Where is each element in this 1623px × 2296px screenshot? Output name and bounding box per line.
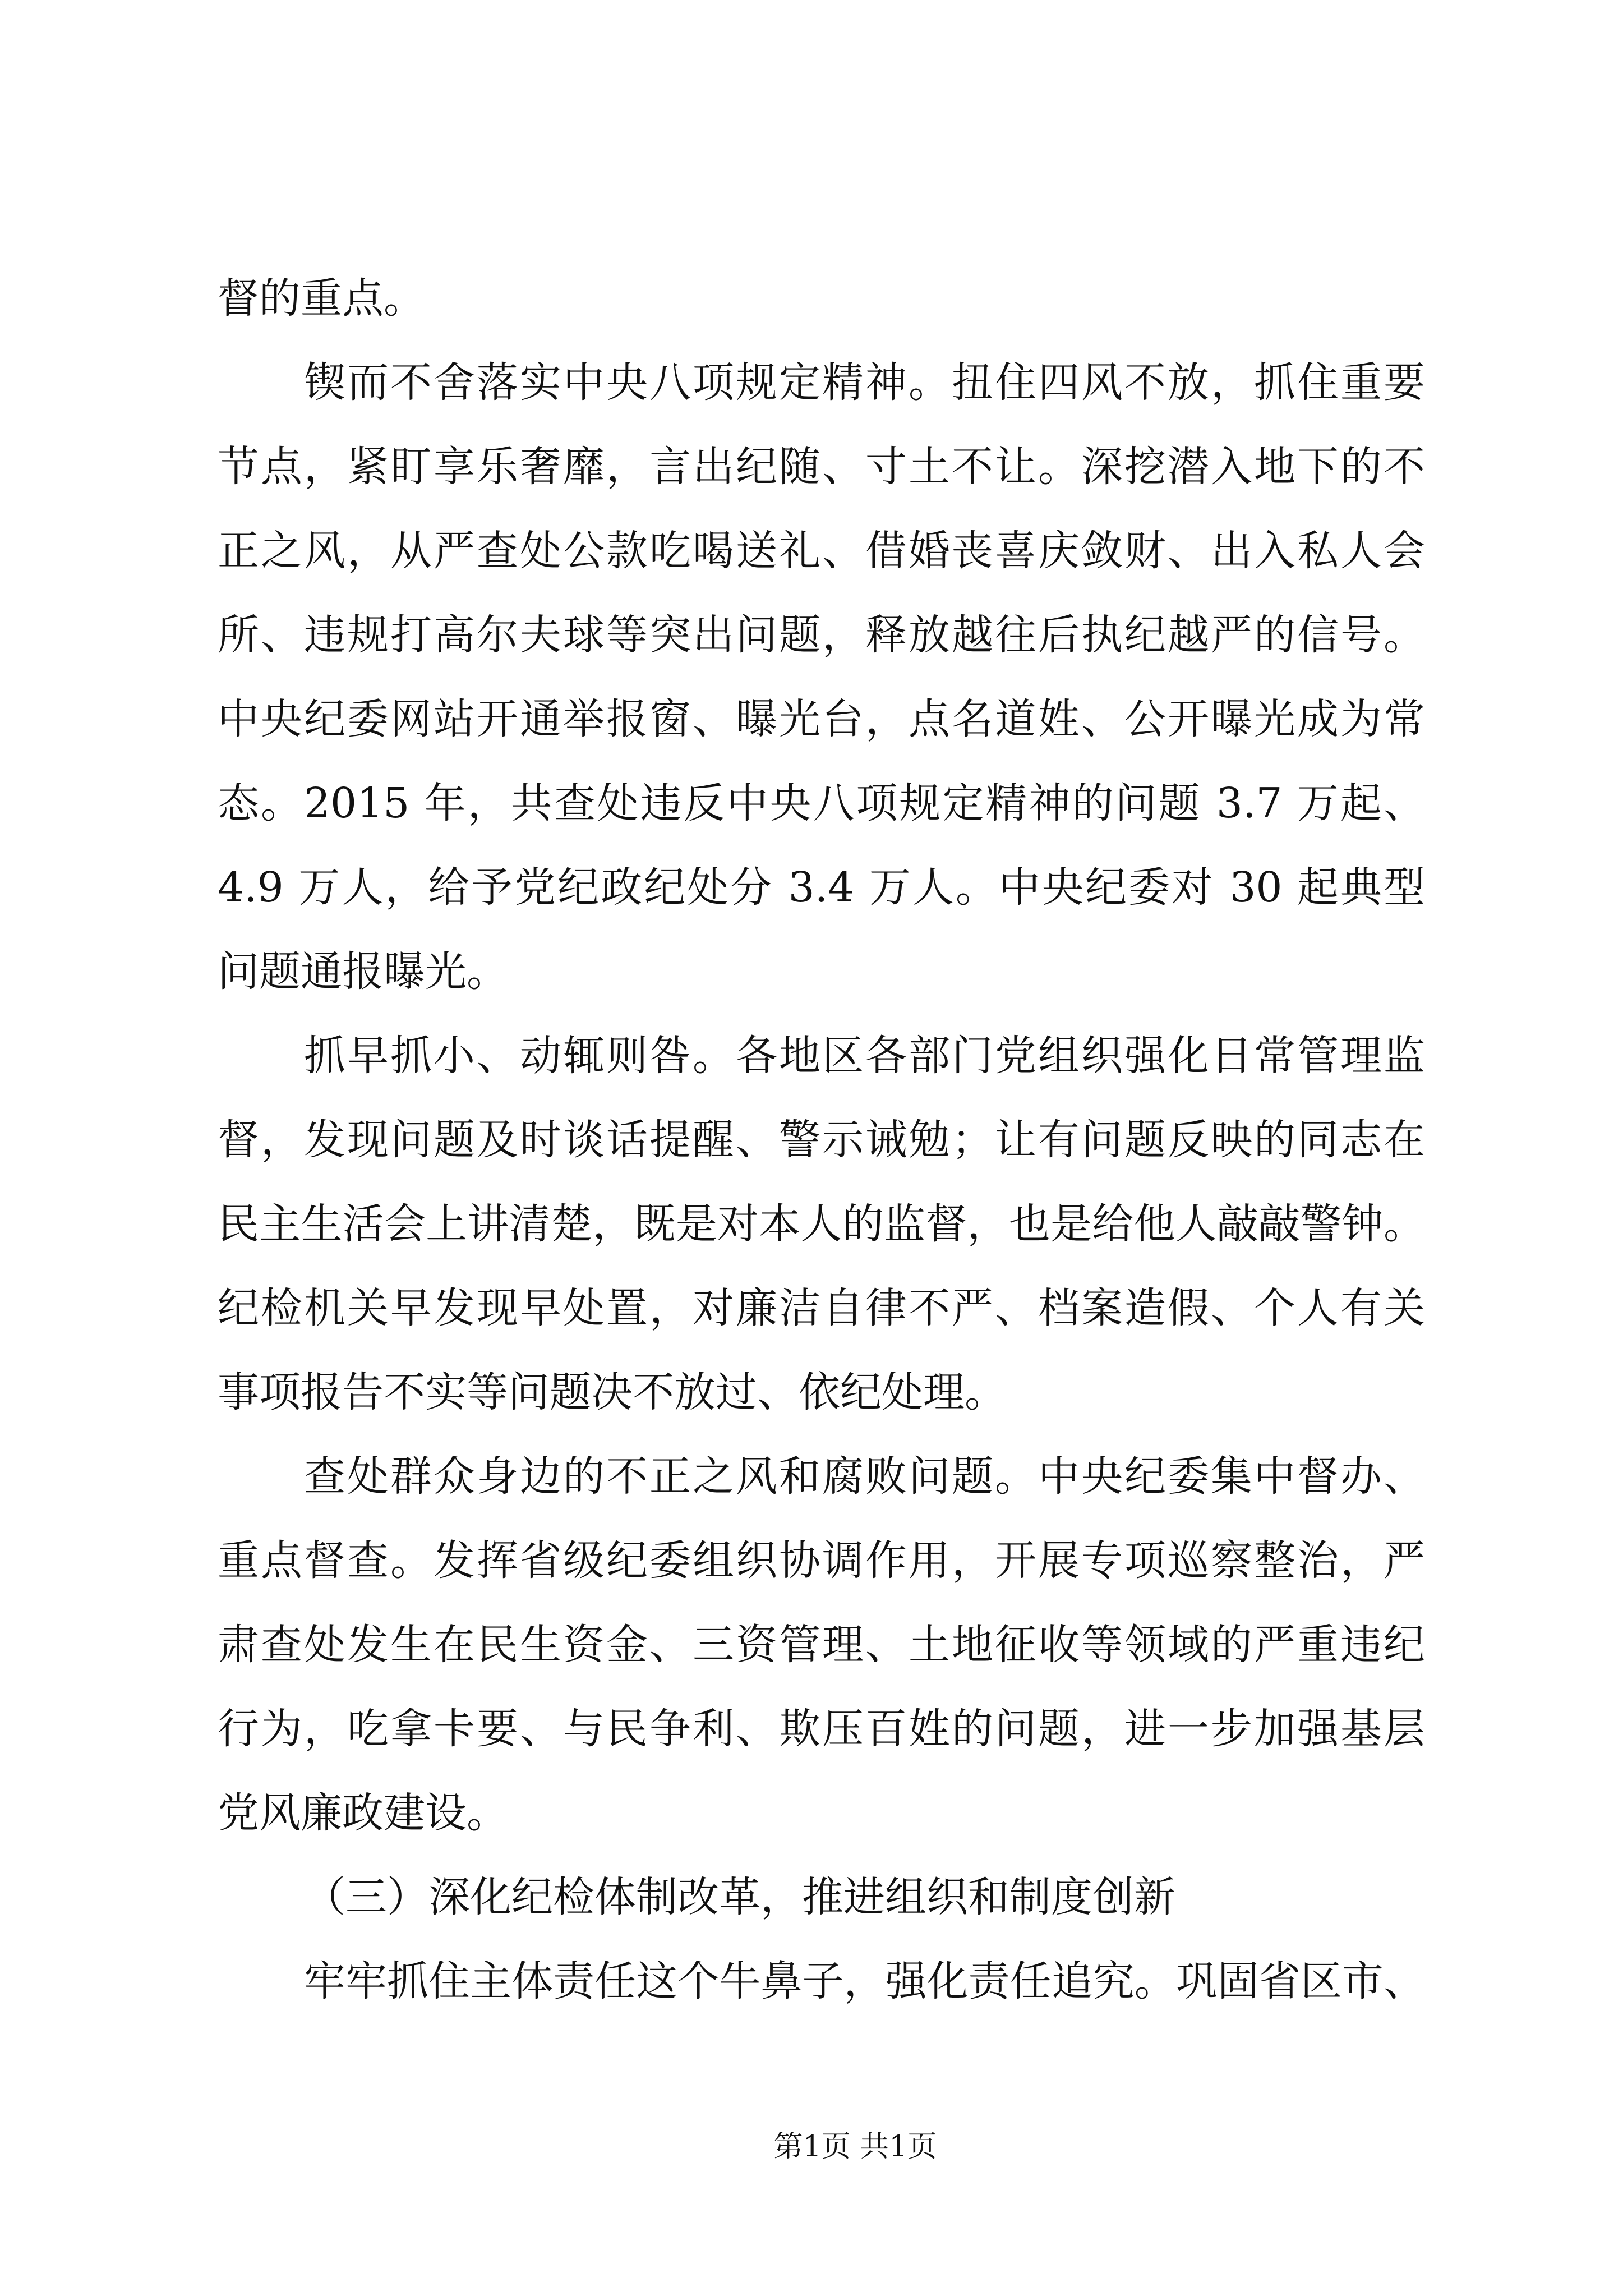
body-line: 民主生活会上讲清楚，既是对本人的监督，也是给他人敲敲警钟。 — [218, 1200, 1425, 1248]
body-line: 查处群众身边的不正之风和腐败问题。中央纪委集中督办、 — [304, 1452, 1425, 1501]
body-line: 督，发现问题及时谈话提醒、警示诫勉；让有问题反映的同志在 — [218, 1116, 1425, 1164]
body-line: 督的重点。 — [218, 274, 425, 323]
body-line: 正之风，从严查处公款吃喝送礼、借婚丧喜庆敛财、出入私人会 — [218, 527, 1425, 575]
body-line: 中央纪委网站开通举报窗、曝光台，点名道姓、公开曝光成为常 — [218, 695, 1425, 743]
body-line: 问题通报曝光。 — [218, 947, 508, 996]
body-line: 肃查处发生在民生资金、三资管理、土地征收等领域的严重违纪 — [218, 1621, 1425, 1669]
body-line: 态。2015 年，共查处违反中央八项规定精神的问题 3.7 万起、 — [218, 779, 1425, 827]
body-line: 抓早抓小、动辄则咎。各地区各部门党组织强化日常管理监 — [304, 1032, 1425, 1080]
page-footer: 第1页 共1页 — [773, 2130, 937, 2164]
body-line: 行为，吃拿卡要、与民争利、欺压百姓的问题，进一步加强基层 — [218, 1705, 1425, 1753]
body-line: 节点，紧盯享乐奢靡，言出纪随、寸土不让。深挖潜入地下的不 — [218, 443, 1425, 491]
body-line: 锲而不舍落实中央八项规定精神。扭住四风不放，抓住重要 — [304, 358, 1425, 407]
body-line: 牢牢抓住主体责任这个牛鼻子，强化责任追究。巩固省区市、 — [304, 1957, 1425, 2005]
body-line: 事项报告不实等问题决不放过、依纪处理。 — [218, 1368, 1006, 1416]
body-line: 所、违规打高尔夫球等突出问题，释放越往后执纪越严的信号。 — [218, 611, 1425, 659]
body-line: 重点督查。发挥省级纪委组织协调作用，开展专项巡察整治，严 — [218, 1536, 1425, 1585]
body-line: 4.9 万人，给予党纪政纪处分 3.4 万人。中央纪委对 30 起典型 — [218, 863, 1425, 912]
section-heading: （三）深化纪检体制改革，推进组织和制度创新 — [304, 1873, 1175, 1921]
body-line: 纪检机关早发现早处置，对廉洁自律不严、档案造假、个人有关 — [218, 1284, 1425, 1332]
body-line: 党风廉政建设。 — [218, 1789, 508, 1837]
